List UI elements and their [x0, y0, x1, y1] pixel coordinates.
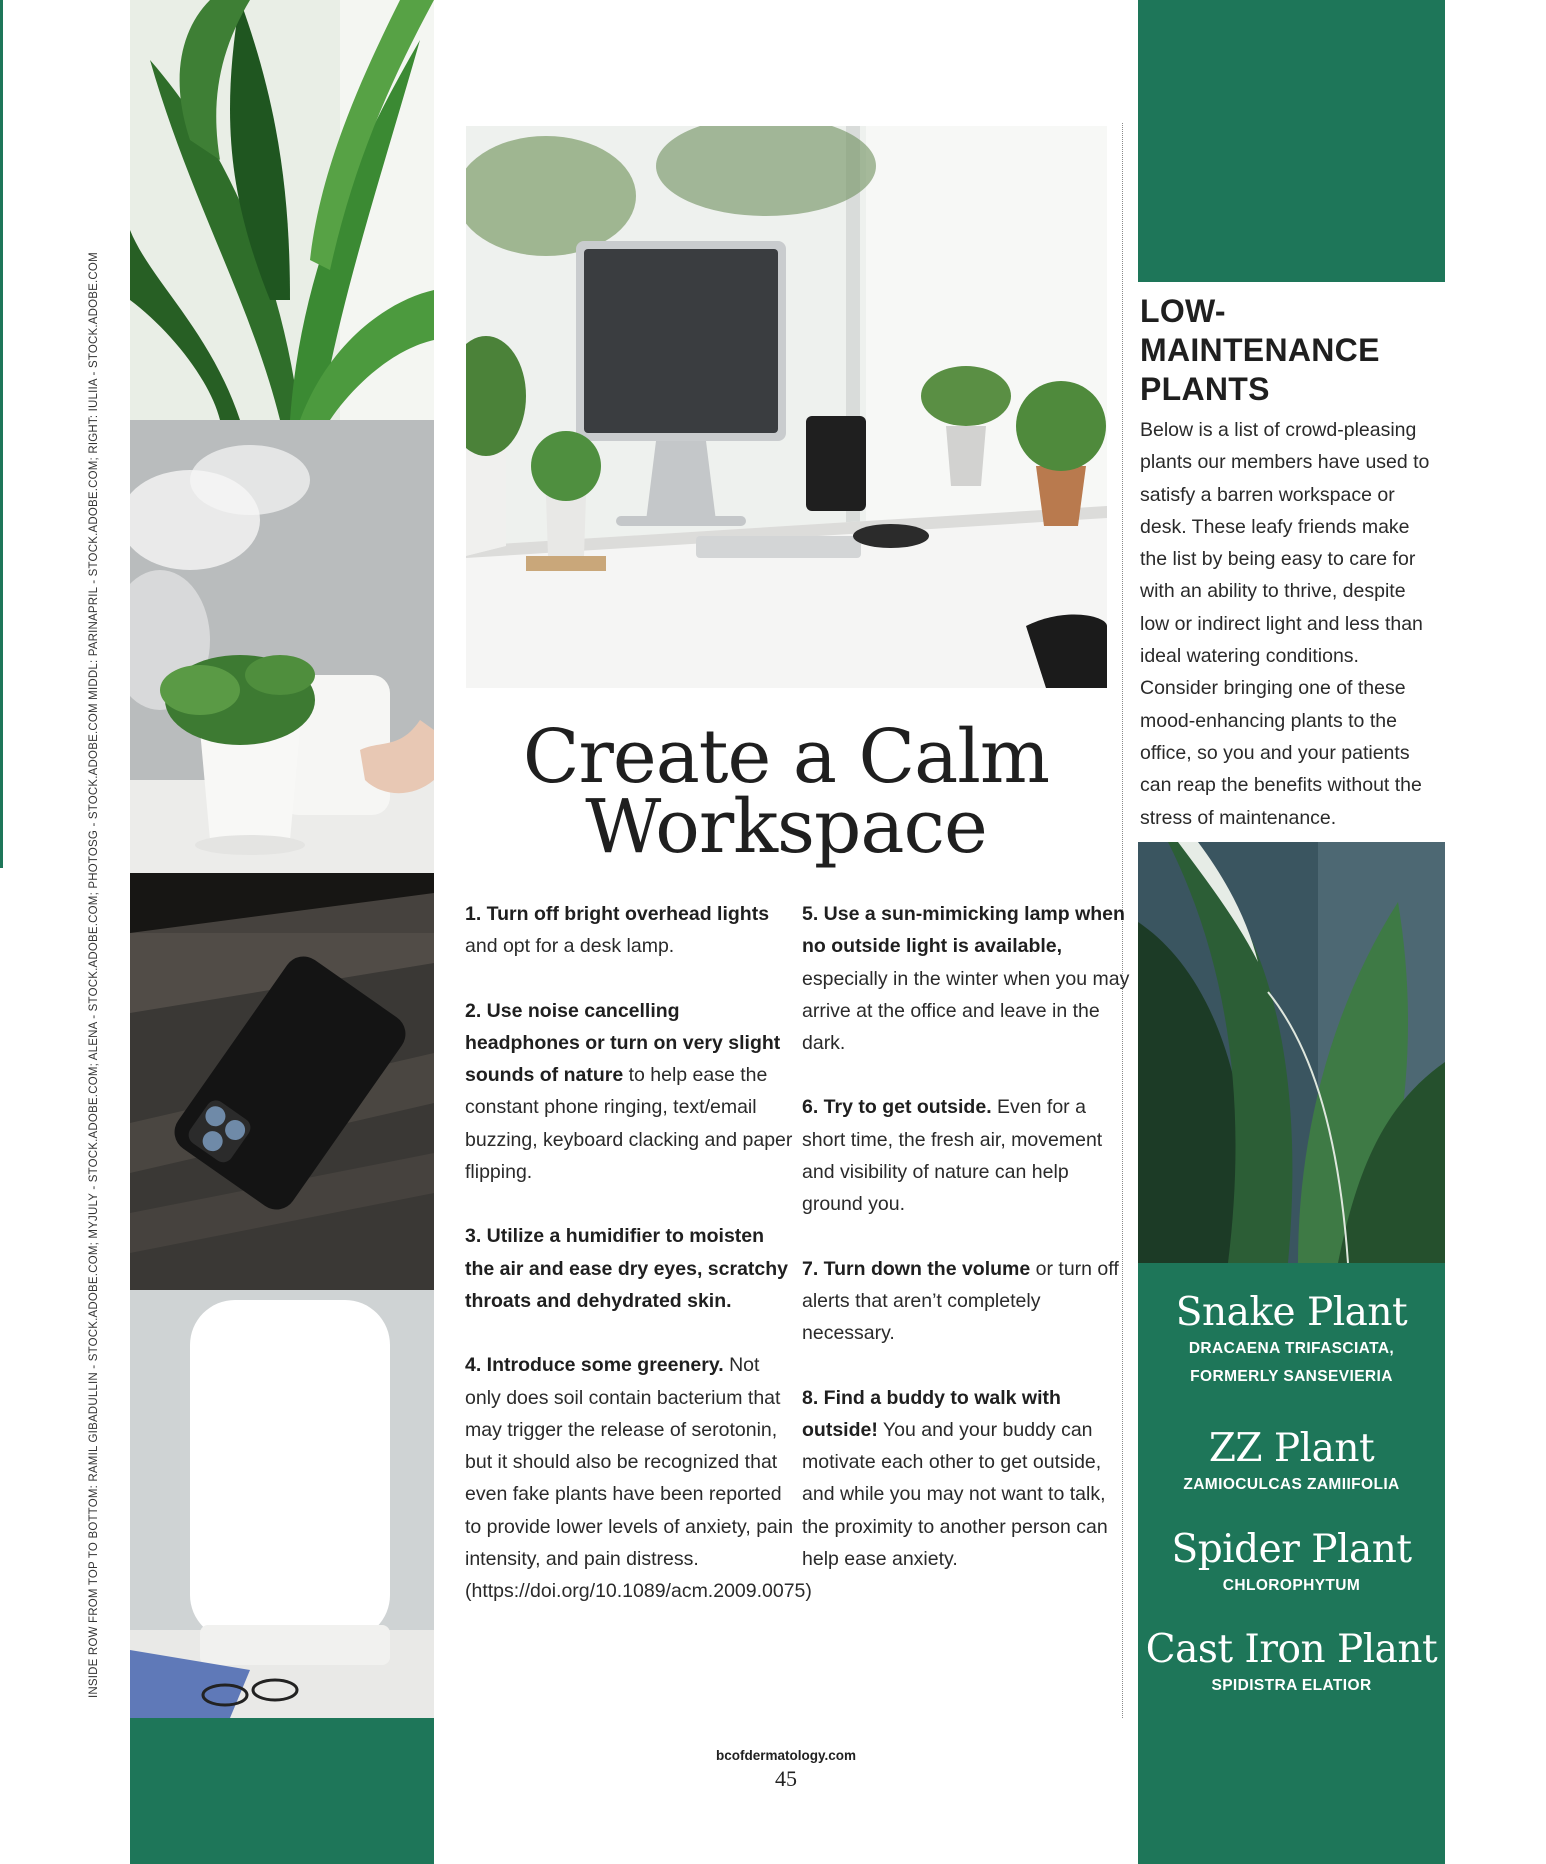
tip-text: especially in the winter when you may arrive at the office and leave in the dark.: [802, 967, 1130, 1055]
tip-lead: 3. Utilize a humidifier to moisten the air and ease dry eyes, scratchy throats and dehydrated skin.: [465, 1225, 789, 1312]
tip-text: and opt for a desk lamp.: [465, 935, 675, 958]
photo-phone: [130, 873, 434, 1290]
tip-text: Even for a short time, the fresh air, movement and visibility of nature can help ground you.: [802, 1096, 1103, 1216]
plant-name: Snake Plant: [1175, 1290, 1408, 1335]
tip-2: [465, 995, 795, 1189]
tip-4: [465, 1349, 812, 1607]
tip-lead: 1. Turn off bright overhead lights: [465, 903, 770, 925]
top-right-green-block: [1138, 0, 1445, 282]
tip-text: You and your buddy can motivate each other to get outside, and while you may not want to talk, the proximity to another person can help ease anxiety.: [802, 1418, 1108, 1571]
tip-lead: 4. Introduce some greenery.: [465, 1354, 724, 1377]
tip-5: [802, 898, 1132, 1059]
footer-url: bcofdermatology.com: [715, 1748, 857, 1763]
tip-lead: 8. Find a buddy to walk with outside!: [802, 1386, 1061, 1441]
tip-text: to help ease the constant phone ringing, text/email buzzing, keyboard clacking and paper flipping.: [465, 1064, 793, 1184]
plant-scientific-name: SPIDISTRA ELATIOR: [1211, 1677, 1372, 1694]
tip-3: [465, 1220, 795, 1317]
plant-list-panel: [1138, 1263, 1445, 1864]
photo-desk-workspace: [466, 126, 1107, 688]
tip-lead: 2. Use noise cancelling headphones or turn on very slight sounds of nature: [465, 999, 781, 1087]
photo-light-lamp: [130, 1290, 434, 1718]
tip-1: [465, 898, 795, 963]
tip-lead: 5. Use a sun-mimicking lamp when no outside light is available,: [802, 903, 1125, 958]
page-number: 45: [775, 1766, 797, 1791]
plant-name: Spider Plant: [1171, 1527, 1412, 1572]
tip-text: or turn off alerts that aren’t completely necessary.: [802, 1257, 1119, 1345]
plant-name: ZZ Plant: [1208, 1426, 1375, 1471]
photo-plant-leaves: [130, 0, 434, 420]
tip-lead: 7. Turn down the volume: [802, 1257, 1031, 1280]
tip-8: [802, 1382, 1132, 1576]
plant-item: [1138, 1291, 1445, 1391]
edge-accent-line: [0, 0, 3, 868]
plant-scientific-name: DRACAENA TRIFASCIATA, FORMERLY SANSEVIERIA: [1188, 1340, 1395, 1385]
tip-lead: 6. Try to get outside.: [802, 1096, 992, 1119]
tip-text: Not only does soil contain bacterium that may trigger the release of serotonin, but it should also be recognized that even fake plants have been reported to provide lower levels of anxiety, pain intensity, and pain distress. (https://doi.org/10.1089/acm.2009.0075): [465, 1354, 812, 1603]
sidebar-title: LOW-MAINTENANCE PLANTS: [1140, 293, 1380, 407]
plant-scientific-name: CHLOROPHYTUM: [1222, 1577, 1361, 1594]
tip-7: [802, 1253, 1132, 1350]
photo-humidifier: [130, 420, 434, 873]
tips-column-right: [802, 898, 1132, 1607]
bottom-left-green-band: [130, 1718, 434, 1864]
photo-green-leaf: [1138, 842, 1445, 1263]
tips-column-left: [465, 898, 812, 1640]
plant-name: Cast Iron Plant: [1145, 1627, 1438, 1672]
photo-credit: INSIDE ROW FROM TOP TO BOTTOM: RAMIL GIBADULLIN - STOCK.ADOBE.COM; MYJULY - STOCK.ADOBE.COM; ALENA - STOCK.ADOBE.COM; PHOTOSG - STOCK.ADOBE.COM MIDDL: PARINAPRIL - STOCK.ADOBE.COM; RIGHT: IULIIA - STOCK.ADOBE.COM: [88, 252, 100, 1698]
plant-item: [1138, 1528, 1445, 1600]
article-headline: Create a Calm Workspace: [522, 714, 1050, 870]
plant-scientific-name: ZAMIOCULCAS ZAMIIFOLIA: [1183, 1476, 1400, 1493]
tip-6: [802, 1091, 1132, 1220]
plant-item: [1138, 1628, 1445, 1700]
sidebar-body: Below is a list of crowd-pleasing plants our members have used to satisfy a barren workspace or desk. These leafy friends make the list by being easy to care for with an ability to thrive, despite low or indirect light and less than ideal watering conditions. Consider bringing one of these mood-enhancing plants to the office, so you and your patients can reap the benefits without the stress of maintenance.: [1140, 419, 1430, 829]
plant-item: [1138, 1427, 1445, 1499]
